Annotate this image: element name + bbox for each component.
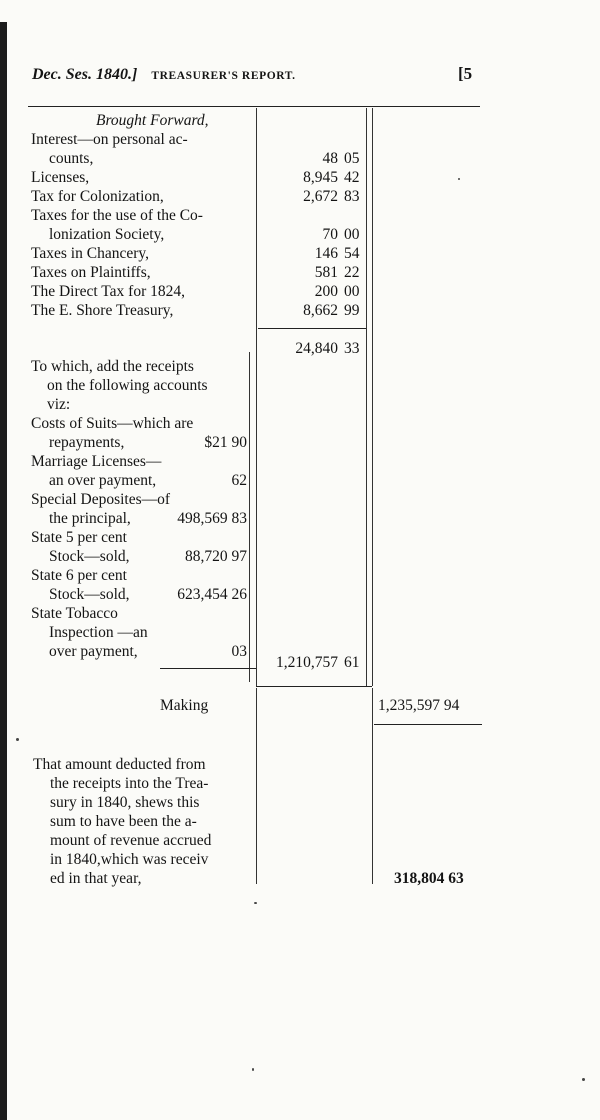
making-rule <box>374 724 482 725</box>
line-text: the principal, <box>49 510 131 527</box>
making-label: Making <box>160 697 209 714</box>
column-divider-middle <box>366 108 367 686</box>
subtotal-cents: 33 <box>344 340 360 357</box>
session-label: Dec. Ses. 1840.] <box>32 66 138 83</box>
column-divider-right <box>372 108 373 686</box>
amount-dollars: 2,672 <box>303 188 338 205</box>
line-text: The E. Shore Treasury, <box>31 302 174 319</box>
scan-speck <box>582 1078 585 1081</box>
addition-amount: $21 90 <box>204 434 247 451</box>
inner-column-divider <box>249 352 250 682</box>
line-text: Taxes in Chancery, <box>31 245 149 262</box>
amount-dollars: 581 <box>314 264 338 281</box>
amount-dollars: 70 <box>322 226 338 243</box>
running-header <box>32 66 296 84</box>
line-text: Inspection —an <box>49 624 148 641</box>
line-text: over payment, <box>49 643 138 660</box>
line-text: Licenses, <box>31 169 90 186</box>
report-title: TREASURER'S REPORT. <box>151 70 296 82</box>
line-text: State 5 per cent <box>31 529 127 546</box>
addition-amount: 498,569 83 <box>177 510 247 527</box>
amount-dollars: 200 <box>314 283 338 300</box>
page-number: [5 <box>458 64 473 83</box>
scan-speck <box>16 738 19 741</box>
amount-cents: 22 <box>344 264 360 281</box>
scan-speck <box>254 902 257 904</box>
amount-dollars: 48 <box>322 150 338 167</box>
column-divider-right-lower <box>372 688 373 884</box>
addition-amount: 03 <box>231 643 247 660</box>
header-rule <box>28 106 480 107</box>
line-text: ed in that year, <box>50 870 142 887</box>
line-text: To which, add the receipts <box>31 358 194 375</box>
amount-dollars: 8,945 <box>303 169 338 186</box>
line-text: mount of revenue accrued <box>50 832 212 849</box>
line-text: Marriage Licenses— <box>31 453 162 470</box>
scan-speck <box>458 178 460 180</box>
line-text: viz: <box>47 396 71 413</box>
line-text: Interest—on personal ac- <box>31 131 188 148</box>
line-text: Stock—sold, <box>49 586 130 603</box>
line-text: lonization Society, <box>49 226 165 243</box>
line-text: Tax for Colonization, <box>31 188 164 205</box>
scan-speck <box>252 1068 254 1071</box>
line-text: an over payment, <box>49 472 157 489</box>
amount-cents: 00 <box>344 283 360 300</box>
total-rule <box>256 686 372 687</box>
line-text: in 1840,which was receiv <box>50 851 209 868</box>
line-text: sury in 1840, shews this <box>50 794 200 811</box>
amount-dollars: 8,662 <box>303 302 338 319</box>
amount-cents: 00 <box>344 226 360 243</box>
line-text: on the following accounts <box>47 377 208 394</box>
column-divider-left-lower <box>256 688 257 884</box>
line-text: Taxes for the use of the Co- <box>31 207 203 224</box>
subtotal-rule <box>258 328 366 329</box>
amount-cents: 05 <box>344 150 360 167</box>
column-divider-left <box>256 108 257 686</box>
line-text: repayments, <box>49 434 125 451</box>
line-text: Taxes on Plaintiffs, <box>31 264 151 281</box>
line-text: Special Deposites—of <box>31 491 171 508</box>
additions-total-cents: 61 <box>344 654 360 671</box>
addition-amount: 88,720 97 <box>185 548 247 565</box>
line-text: counts, <box>49 150 94 167</box>
line-text: Stock—sold, <box>49 548 130 565</box>
page-binding-edge <box>0 22 7 1120</box>
amount-dollars: 146 <box>314 245 338 262</box>
additions-rule <box>160 668 256 669</box>
line-text: Costs of Suits—which are <box>31 415 194 432</box>
addition-amount: 62 <box>231 472 247 489</box>
amount-cents: 54 <box>344 245 360 262</box>
amount-cents: 99 <box>344 302 360 319</box>
line-text: the receipts into the Trea- <box>50 775 209 792</box>
line-text: State Tobacco <box>31 605 118 622</box>
addition-amount: 623,454 26 <box>177 586 247 603</box>
deduction-amount: 318,804 63 <box>394 870 464 887</box>
brought-forward-label: Brought Forward, <box>96 112 209 129</box>
line-text: That amount deducted from <box>33 756 206 773</box>
additions-total-dollars: 1,210,757 <box>276 654 338 671</box>
line-text: State 6 per cent <box>31 567 127 584</box>
amount-cents: 42 <box>344 169 360 186</box>
making-amount: 1,235,597 94 <box>378 697 460 714</box>
line-text: sum to have been the a- <box>50 813 197 830</box>
amount-cents: 83 <box>344 188 360 205</box>
subtotal-dollars: 24,840 <box>295 340 338 357</box>
line-text: The Direct Tax for 1824, <box>31 283 186 300</box>
